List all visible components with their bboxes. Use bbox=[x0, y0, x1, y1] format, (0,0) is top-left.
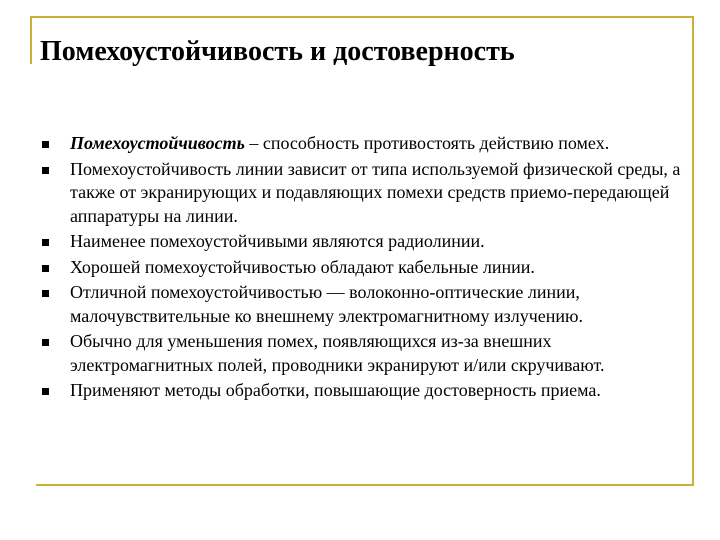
bullet-text: Применяют методы обработки, повышающие достоверность приема. bbox=[70, 380, 601, 400]
bullet-item bbox=[40, 230, 690, 254]
bullet-term: Помехоустойчивость bbox=[70, 133, 245, 153]
slide-frame-left-line bbox=[30, 16, 32, 64]
bullet-item bbox=[40, 158, 690, 229]
square-bullet-icon bbox=[42, 265, 49, 272]
bullet-text: Обычно для уменьшения помех, появляющихся из-за внешних электромагнитных полей, проводники экранируют и/или скручивают. bbox=[70, 331, 605, 375]
slide-title: Помехоустойчивость и достоверность bbox=[40, 36, 515, 67]
square-bullet-icon bbox=[42, 339, 49, 346]
square-bullet-icon bbox=[42, 167, 49, 174]
bullet-item bbox=[40, 281, 690, 328]
bullet-item bbox=[40, 256, 690, 280]
slide-frame-bottom-line bbox=[36, 484, 694, 486]
bullet-text: Хорошей помехоустойчивостью обладают кабельные линии. bbox=[70, 256, 535, 277]
square-bullet-icon bbox=[42, 141, 49, 148]
bullet-text: Наименее помехоустойчивыми являются радиолинии. bbox=[70, 231, 485, 251]
bullet-item bbox=[40, 330, 690, 377]
slide-frame-top-line bbox=[30, 16, 694, 18]
bullet-list bbox=[40, 132, 690, 405]
square-bullet-icon bbox=[42, 290, 49, 297]
square-bullet-icon bbox=[42, 239, 49, 246]
bullet-item bbox=[40, 132, 690, 156]
square-bullet-icon bbox=[42, 388, 49, 395]
bullet-text: Помехоустойчивость линии зависит от типа используемой физической среды, а также от экранирующих и подавляющих помехи средств приемо-передающей аппаратуры на линии. bbox=[70, 158, 681, 226]
bullet-text: – способность противостоять действию помех. bbox=[244, 133, 610, 153]
bullet-text: Отличной помехоустойчивостью — волоконно-оптические линии, малочувствительные ко внешнему электромагнитному излучению. bbox=[70, 282, 584, 326]
slide-frame-right-line bbox=[692, 16, 694, 486]
bullet-item bbox=[40, 379, 690, 403]
